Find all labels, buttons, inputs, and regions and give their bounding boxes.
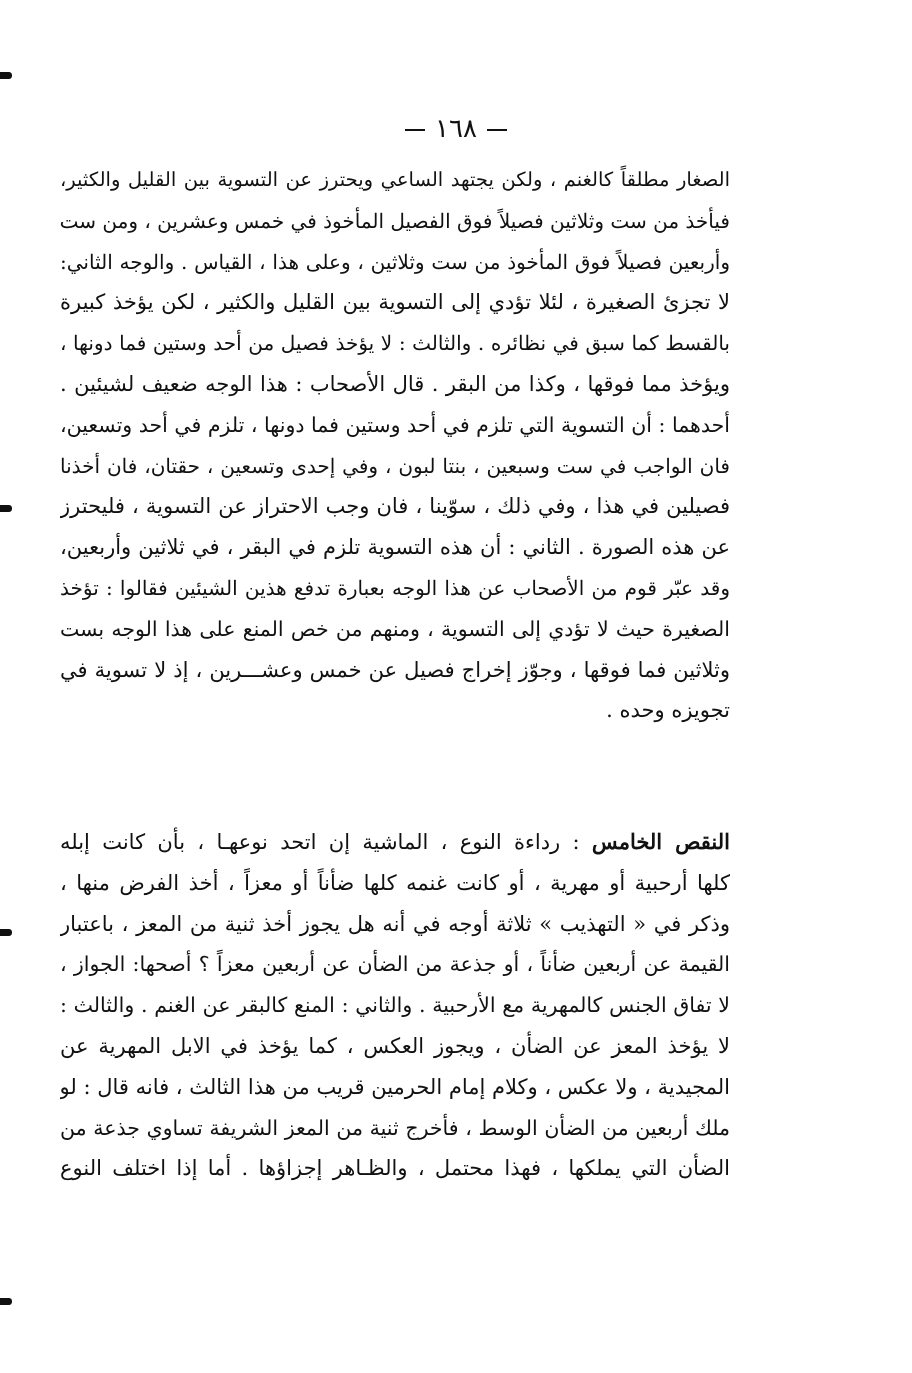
text-line: لا يؤخذ المعز عن الضأن ، ويجوز العكس ، كما يؤخذ في الابل المهرية عن: [60, 1033, 730, 1058]
text-line: الصغيرة حيث لا تؤدي إلى التسوية ، ومنهم من خص المنع على هذا الوجه بست: [60, 616, 730, 641]
text-line: فان الواجب في ست وسبعين ، بنتا لبون ، وفي إحدى وتسعين ، حقتان، فان أخذنا: [60, 453, 730, 478]
text-line: وأربعين فصيلاً فوق المأخوذ من ست وثلاثين ، وعلى هذا ، القياس . والوجه الثاني:: [60, 249, 730, 274]
text-fragment: : رداءة النوع ، الماشية إن اتحد نوعهـا ، بأن كانت إبله: [60, 830, 580, 854]
page-edge-mark: [0, 505, 12, 512]
text-line: وثلاثين فما فوقها ، وجوّز إخراج فصيل عن خمس وعشـــرين ، إذ لا تسوية في: [60, 657, 730, 682]
section-heading: النقص الخامس: [591, 829, 730, 854]
text-line: كلها أرحبية أو مهرية ، أو كانت غنمه كلها ضأناً أو معزاً ، أخذ الفرض منها ،: [60, 870, 730, 895]
text-line: أحدهما : أن التسوية التي تلزم في أحد وستين فما دونها ، تلزم في أحد وتسعين،: [60, 412, 730, 437]
text-line: تجويزه وحده .: [606, 698, 730, 723]
text-line: ملك أربعين من الضأن الوسط ، فأخرج ثنية من المعز الشريفة تساوي جذعة من: [60, 1115, 730, 1140]
text-line: وقد عبّر قوم من الأصحاب عن هذا الوجه بعبارة تدفع هذين الشيئين فقالوا : تؤخذ: [60, 575, 730, 600]
text-line: فيأخذ من ست وثلاثين فصيلاً فوق الفصيل المأخوذ في خمس وعشرين ، ومن ست: [60, 208, 730, 233]
text-line: لا تفاق الجنس كالمهرية مع الأرحبية . والثاني : المنع كالبقر عن الغنم . والثالث :: [60, 993, 730, 1018]
page-number-header: [0, 114, 912, 144]
page-edge-mark: [0, 929, 12, 936]
dash-right: [487, 129, 507, 131]
page-edge-mark: [0, 1298, 12, 1305]
paragraph-2: [60, 822, 730, 1189]
text-line: لا تجزئ الصغيرة ، لئلا تؤدي إلى التسوية بين القليل والكثير ، لكن يؤخذ كبيرة: [60, 290, 730, 315]
text-line: ويؤخذ مما فوقها ، وكذا من البقر . قال الأصحاب : هذا الوجه ضعيف لشيئين .: [60, 371, 730, 396]
paragraph-1: [60, 160, 730, 731]
dash-left: [405, 129, 425, 131]
text-line: بالقسط كما سبق في نظائره . والثالث : لا يؤخذ فصيل من أحد وستين فما دونها ،: [60, 331, 730, 356]
text-line-first: [60, 822, 730, 863]
text-line: القيمة عن أربعين ضأناً ، أو جذعة من الضأن عن أربعين معزاً ؟ أصحها: الجواز ،: [60, 952, 730, 977]
text-line: فصيلين في هذا ، وفي ذلك ، سوّينا ، فان وجب الاحتراز عن التسوية ، فليحترز: [60, 494, 730, 519]
page-edge-mark: [0, 72, 12, 79]
text-line: الصغار مطلقاً كالغنم ، ولكن يجتهد الساعي ويحترز عن التسوية بين القليل والكثير،: [60, 168, 730, 191]
text-line: المجيدية ، ولا عكس ، وكلام إمام الحرمين قريب من هذا الثالث ، فانه قال : لو: [60, 1074, 730, 1099]
text-line: الضأن التي يملكها ، فهذا محتمل ، والظـاهر إجزاؤها . أما إذا اختلف النوع: [60, 1156, 730, 1181]
text-line: عن هذه الصورة . الثاني : أن هذه التسوية تلزم في البقر ، في ثلاثين وأربعين،: [60, 535, 730, 560]
page-number: ١٦٨: [435, 114, 477, 144]
text-line: وذكر في « التهذيب » ثلاثة أوجه في أنه هل يجوز أخذ ثنية من المعز ، باعتبار: [60, 911, 730, 936]
